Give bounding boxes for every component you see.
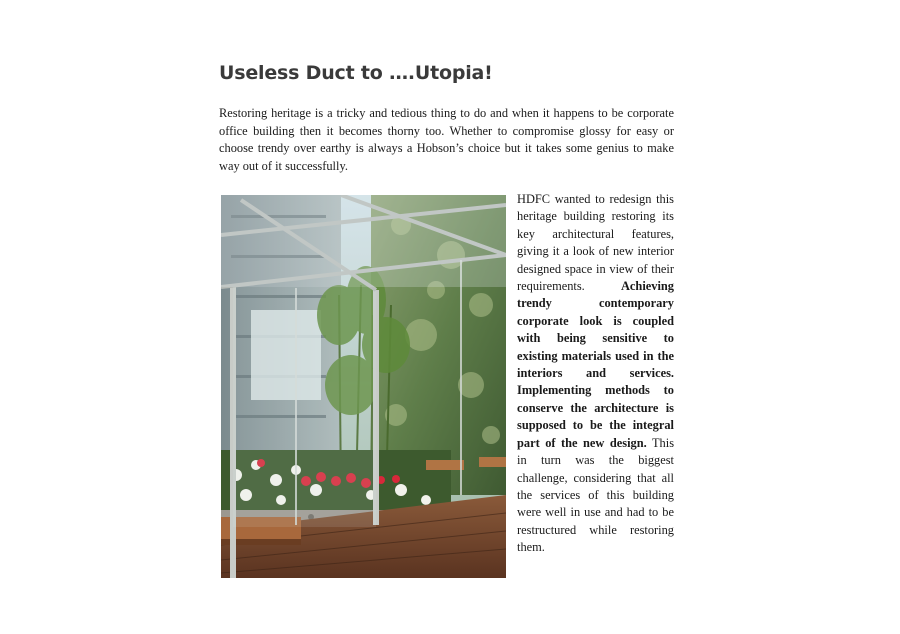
article-title: Useless Duct to ….Utopia! — [219, 62, 493, 84]
body-text-part2: This in turn was the biggest challenge, considering that all the services of this building were well in use and had to be restructured while restoring them. — [517, 435, 675, 555]
intro-paragraph: Restoring heritage is a tricky and tedious thing to do and when it happens to be corporate office building then it becomes thorny too. Whether to compromise glossy for easy or choose trendy over earthy is always a Hobson’s choice but it takes some genius to make way out of it successfully. — [219, 106, 674, 173]
body-text-emphasis: Achieving trendy contemporary corporate look is coupled with being sensitive to existing materials used in the interiors and services. Implementing methods to conserve the architecture is supposed to be the integral part of the new design. — [517, 279, 674, 450]
atrium-garden-photo — [221, 195, 506, 578]
body-text-part1: HDFC wanted to redesign this heritage building restoring its key architectural features, giving it a look of new interior designed space in view of their requirements. — [517, 192, 674, 294]
body-paragraph — [517, 191, 674, 557]
atrium-garden-illustration — [221, 195, 506, 578]
